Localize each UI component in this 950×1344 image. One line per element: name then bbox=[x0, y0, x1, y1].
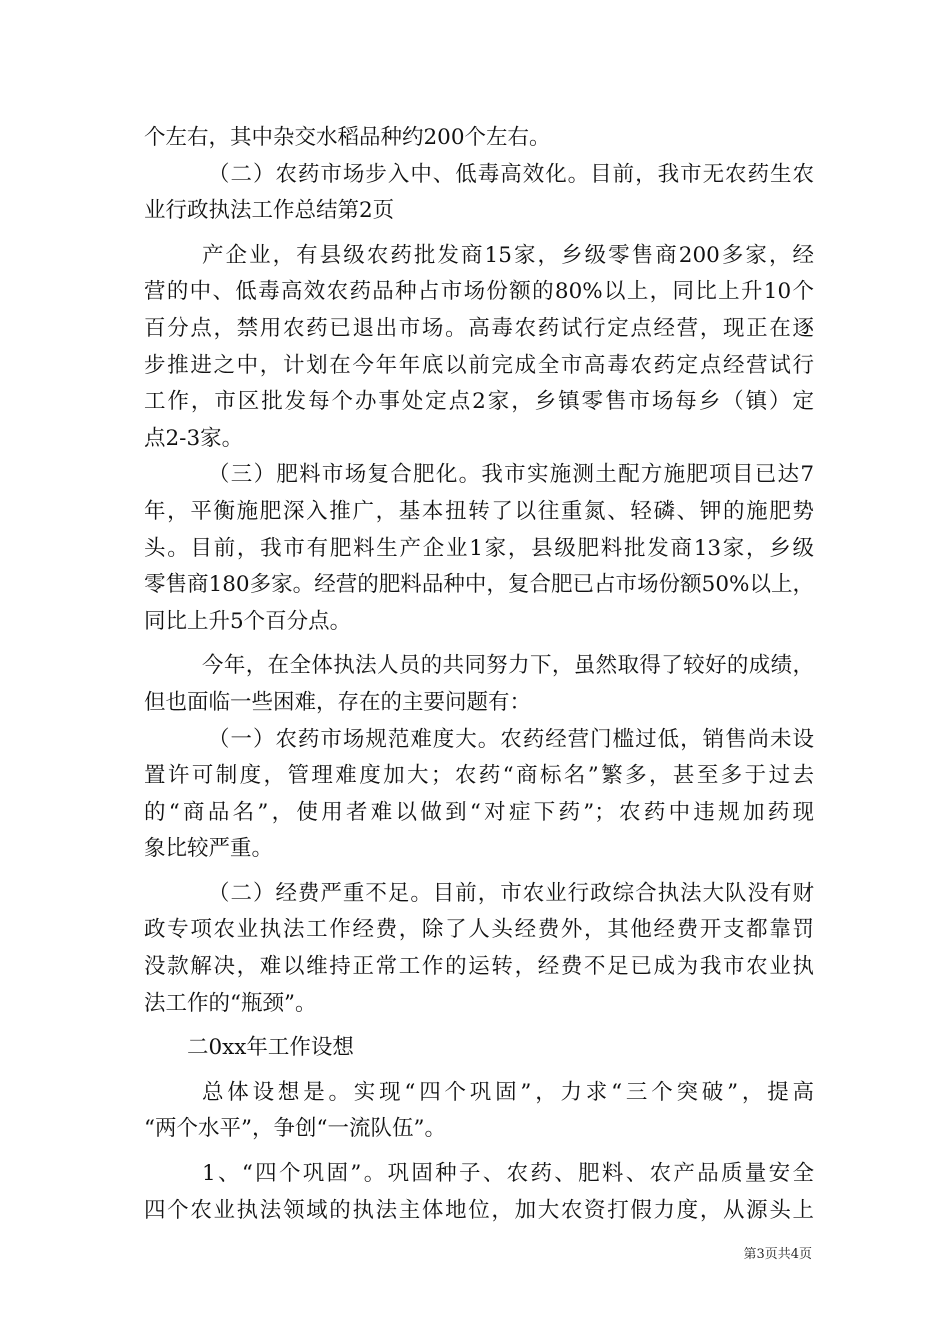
text-line: 政专项农业执法工作经费，除了人头经费外，其他经费开支都靠罚 bbox=[144, 917, 814, 943]
text-line: 产企业，有县级农药批发商15家，乡级零售商200多家，经 bbox=[202, 242, 814, 268]
text-line: 业行政执法工作总结第2页 bbox=[144, 198, 395, 224]
page-number: 第3页共4页 bbox=[743, 1247, 812, 1262]
text-line: （一）农药市场规范难度大。农药经营门槛过低，销售尚未设 bbox=[208, 726, 814, 752]
text-line: 象比较严重。 bbox=[144, 836, 274, 862]
text-line: （三）肥料市场复合肥化。我市实施测土配方施肥项目已达7 bbox=[208, 462, 814, 488]
text-line: （二）农药市场步入中、低毒高效化。目前，我市无农药生农 bbox=[208, 161, 814, 187]
section-heading: 二0xx年工作设想 bbox=[187, 1035, 354, 1061]
text-line: 个左右，其中杂交水稻品种约200个左右。 bbox=[144, 125, 551, 150]
text-line: 步推进之中，计划在今年年底以前完成全市高毒农药定点经营试行 bbox=[144, 352, 814, 378]
text-line: 今年，在全体执法人员的共同努力下，虽然取得了较好的成绩， bbox=[202, 653, 814, 679]
text-line: “两个水平”，争创“一流队伍”。 bbox=[144, 1116, 446, 1142]
text-line: 但也面临一些困难，存在的主要问题有： bbox=[144, 689, 532, 715]
text-line: 没款解决，难以维持正常工作的运转，经费不足已成为我市农业执 bbox=[144, 954, 814, 980]
text-line: 同比上升5个百分点。 bbox=[144, 608, 352, 634]
text-line: 营的中、低毒高效农药品种占市场份额的80%以上，同比上升10个 bbox=[144, 279, 814, 305]
text-line: 四个农业执法领域的执法主体地位，加大农资打假力度，从源头上 bbox=[144, 1197, 814, 1223]
text-line: 头。目前，我市有肥料生产企业1家，县级肥料批发商13家，乡级 bbox=[144, 535, 814, 561]
text-line: 1、“四个巩固”。巩固种子、农药、肥料、农产品质量安全 bbox=[202, 1161, 814, 1187]
text-line: 点2-3家。 bbox=[144, 425, 244, 451]
document-body bbox=[144, 120, 814, 1229]
text-line: 总体设想是。实现“四个巩固”，力求“三个突破”，提高 bbox=[202, 1079, 814, 1105]
text-line: 年，平衡施肥深入推广，基本扭转了以往重氮、轻磷、钾的施肥势 bbox=[144, 498, 814, 524]
text-line: 法工作的“瓶颈”。 bbox=[144, 990, 317, 1016]
text-line: 百分点，禁用农药已退出市场。高毒农药试行定点经营，现正在逐 bbox=[144, 315, 814, 341]
text-line: 工作，市区批发每个办事处定点2家，乡镇零售市场每乡（镇）定 bbox=[144, 389, 814, 415]
text-line: 零售商180多家。经营的肥料品种中，复合肥已占市场份额50%以上， bbox=[144, 572, 814, 598]
text-line: 的“商品名”，使用者难以做到“对症下药”；农药中违规加药现 bbox=[144, 799, 814, 825]
text-line: 置许可制度，管理难度加大；农药“商标名”繁多，甚至多于过去 bbox=[144, 763, 814, 789]
text-line: （二）经费严重不足。目前，市农业行政综合执法大队没有财 bbox=[208, 880, 814, 906]
